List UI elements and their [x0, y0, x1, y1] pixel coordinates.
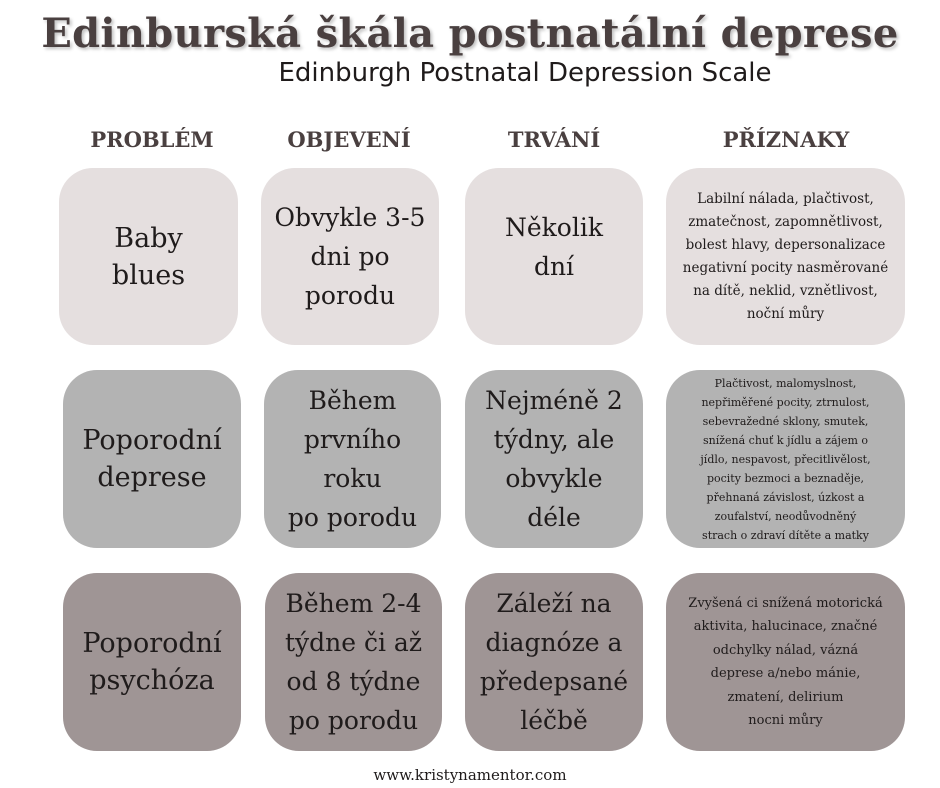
duration-text: Nejméně 2 týdny, ale obvykle déle [485, 386, 623, 532]
card-duration-postpartum-psychosis [465, 573, 643, 751]
card-problem-postpartum-depression [63, 370, 241, 548]
symptoms-text: Labilní nálada, plačtivost, zmatečnost, zapomnětlivost, bolest hlavy, depersonalizace negativní pocity nasměrované na dítě, neklid, vznětlivost, noční můry [682, 190, 889, 322]
card-duration-postpartum-depression [465, 370, 643, 548]
duration-text: Několik dní [504, 213, 603, 281]
card-duration-baby-blues [465, 168, 643, 345]
card-symptoms-postpartum-psychosis [666, 573, 905, 751]
page-title: Edinburská škála postnatální deprese [41, 10, 899, 57]
problem-text: Baby blues [111, 222, 186, 291]
page-subtitle: Edinburgh Postnatal Depression Scale [278, 58, 772, 88]
column-header-symptoms: PŘÍZNAKY [722, 127, 850, 152]
card-onset-baby-blues [261, 168, 439, 345]
footer-website-link[interactable]: www.kristynamentor.com [373, 766, 567, 784]
onset-text: Obvykle 3-5 dni po porodu [274, 203, 426, 310]
card-problem-postpartum-psychosis [63, 573, 241, 751]
problem-text: Poporodní deprese [82, 425, 222, 493]
card-symptoms-postpartum-depression [666, 370, 905, 548]
card-onset-postpartum-psychosis [265, 573, 442, 751]
card-symptoms-baby-blues [666, 168, 905, 345]
onset-text: Během prvního roku po porodu [287, 386, 418, 532]
column-header-problem: PROBLÉM [90, 127, 214, 152]
onset-text: Během 2-4 týdne či až od 8 týdne po porodu [284, 589, 423, 735]
column-header-onset: OBJEVENÍ [287, 127, 411, 152]
duration-text: Záleží na diagnóze a předepsané léčbě [479, 589, 629, 735]
symptoms-text: Zvyšená ci snížená motorická aktivita, halucinace, značné odchylky nálad, vázná deprese a/nebo mánie, zmatení, delirium nocni můry [688, 595, 883, 728]
problem-text: Poporodní psychóza [82, 628, 222, 696]
card-onset-postpartum-depression [264, 370, 441, 548]
card-problem-baby-blues [59, 168, 238, 345]
column-header-duration: TRVÁNÍ [507, 127, 601, 152]
symptoms-text: Plačtivost, malomyslnost, nepřiměřené pocity, ztrnulost, sebevražedné sklony, smutek, snížená chuť k jídlu a zájem o jídlo, nespavost, přecitlivělost, pocity bezmoci a beznaděje, přehnaná závislost, úzkost a zoufalství, neodůvodněný strach o zdraví dítěte a matky [700, 376, 871, 542]
